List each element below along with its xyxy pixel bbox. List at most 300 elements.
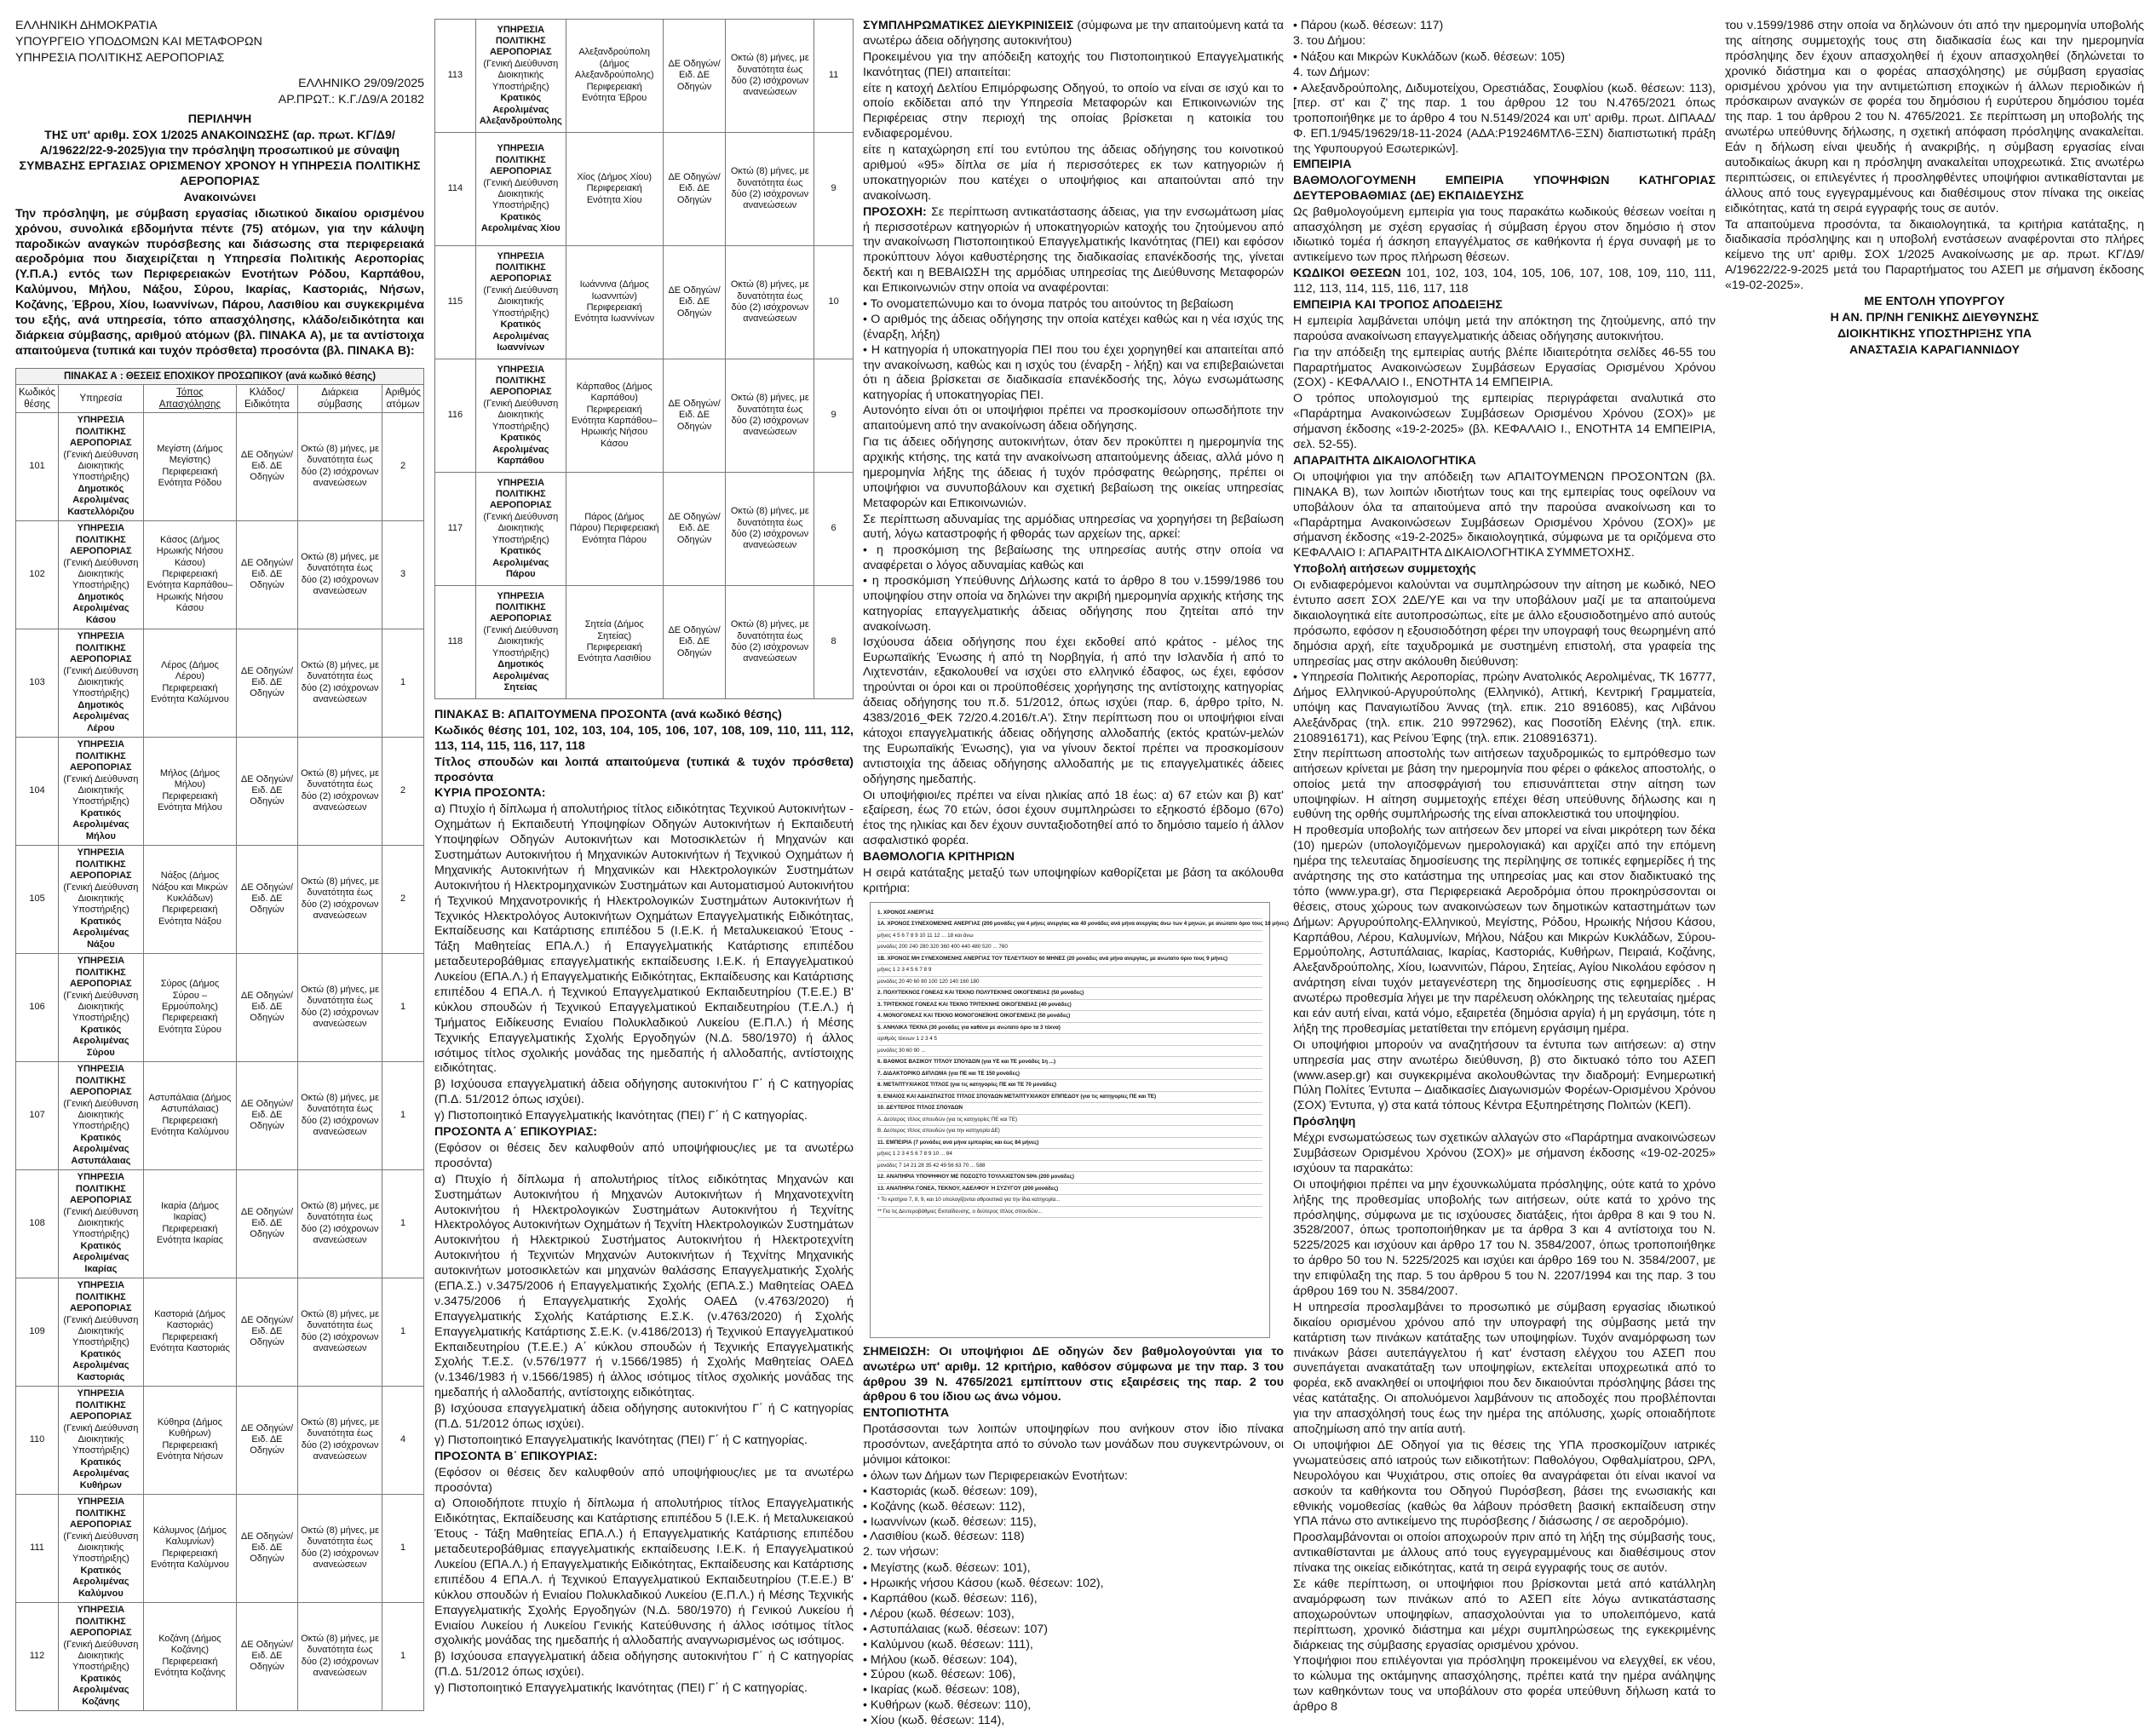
criteria-row: ** Για τις Δευτεροβάθμιες Εκπαίδευσης, ο δεύτερος τίτλος σπουδών...: [877, 1207, 1262, 1219]
summary-title: ΠΕΡΙΛΗΨΗ: [187, 112, 252, 127]
criteria-row: μονάδες 30 60 90 ...: [877, 1046, 1262, 1058]
place-of-work: Χίος (Δήμος Χίου) Περιφερειακή Ενότητα Χίου: [566, 133, 663, 246]
main-qualifications-title: ΚΥΡΙΑ ΠΡΟΣΟΝΤΑ:: [434, 786, 546, 801]
header-service: Υπηρεσία: [59, 384, 144, 412]
contract-duration: Οκτώ (8) μήνες, με δυνατότητα έως δύο (2) ισόχρονων ανανεώσεων: [297, 1061, 382, 1169]
locality-group-2-label: 2. των νήσων:: [863, 1545, 940, 1560]
locality-group-1-label: • όλων των Δήμων των Περιφερειακών Ενοτήτων:: [863, 1469, 1284, 1485]
summary-subtitle: ΤΗΣ υπ' αριθμ. ΣΟΧ 1/2025 ΑΝΑΚΟΙΝΩΣΗΣ (αρ. πρωτ. ΚΓ/Δ9/Α/19622/22-9-2025)για την πρόσληψη προσωπικού με σύναψη ΣΥΜΒΑΣΗΣ ΕΡΓΑΣΙΑΣ ΟΡΙΣΜΕΝΟΥ ΧΡΟΝΟΥ Η ΥΠΗΡΕΣΙΑ ΠΟΛΙΤΙΚΗΣ ΑΕΡΟΠΟΡΙΑΣ: [19, 129, 421, 189]
contract-duration: Οκτώ (8) μήνες, με δυνατότητα έως δύο (2) ισόχρονων ανανεώσεων: [726, 586, 814, 699]
specialty: ΔΕ Οδηγών/ Ειδ. ΔΕ Οδηγών: [237, 1386, 298, 1494]
locality-item: • Χίου (κωδ. θέσεων: 114),: [863, 1714, 1284, 1729]
criteria-row: 13. ΑΝΑΠΗΡΙΑ ΓΟΝΕΑ, ΤΕΚΝΟΥ, ΑΔΕΛΦΟΥ Ή ΣΥΖΥΓΟΥ (200 μονάδες): [877, 1184, 1262, 1196]
contract-duration: Οκτώ (8) μήνες, με δυνατότητα έως δύο (2) ισόχρονων ανανεώσεων: [297, 953, 382, 1061]
service-name: ΥΠΗΡΕΣΙΑ ΠΟΛΙΤΙΚΗΣ ΑΕΡΟΠΟΡΙΑΣ: [70, 1280, 132, 1314]
criteria-row: 6. ΒΑΘΜΟΣ ΒΑΣΙΚΟΥ ΤΙΤΛΟΥ ΣΠΟΥΔΩΝ (για ΥΕ και ΤΕ μονάδες 1η ...): [877, 1057, 1262, 1069]
service-directorate: (Γενική Διεύθυνση Διοικητικής Υποστήριξης): [63, 1206, 139, 1240]
proof-p1: Η εμπειρία λαμβάνεται υπόψη μετά την απόκτηση της ζητούμενης, από την παρούσα ανακοίνωση επαγγελματικής άδειας οδήγησης αυτοκινήτου.: [1293, 313, 1716, 343]
table-row: [435, 359, 854, 473]
service-directorate: (Γενική Διεύθυνση Διοικητικής Υποστήριξης): [483, 58, 559, 92]
issue-date: ΕΛΛΗΝΙΚΟ 29/09/2025: [298, 76, 424, 90]
service-name: ΥΠΗΡΕΣΙΑ ΠΟΛΙΤΙΚΗΣ ΑΕΡΟΠΟΡΙΑΣ: [70, 523, 132, 557]
airport-name: Δημοτικός Αερολιμένας Κάσου: [72, 591, 129, 625]
number-of-persons: 8: [814, 586, 854, 699]
service-directorate: (Γενική Διεύθυνση Διοικητικής Υποστήριξης): [63, 1422, 139, 1456]
contract-duration: Οκτώ (8) μήνες, με δυνατότητα έως δύο (2) ισόχρονων ανανεώσεων: [297, 1278, 382, 1386]
certificate-item: • Ο αριθμός της άδειας οδήγησης την οποία κατέχει καθώς και η νέα ισχύς της (έναρξη, λήξη): [863, 313, 1284, 343]
airport-name: Κρατικός Αερολιμένας Καρπάθου: [492, 433, 549, 466]
locality-item: • Καστοριάς (κωδ. θέσεων: 109),: [863, 1485, 1284, 1500]
place-of-work: Μήλος (Δήμος Μήλου) Περιφερειακή Ενότητα Μήλου: [143, 737, 236, 845]
alt-a-note: (Εφόσον οι θέσεις δεν καλυφθούν από υποψήφιους/ιες με τα ανωτέρω προσόντα): [434, 1140, 854, 1170]
service-cell: [59, 953, 144, 1061]
place-of-work: Αλεξανδρούπολη (Δήμος Αλεξανδρούπολης) Περιφερειακή Ενότητα Έβρου: [566, 20, 663, 133]
service-directorate: (Γενική Διεύθυνση Διοικητικής Υποστήριξης): [483, 398, 559, 432]
service-directorate: (Γενική Διεύθυνση Διοικητικής Υποστήριξης): [483, 624, 559, 658]
locality-list-1: [863, 1485, 1284, 1546]
locality-group-1: [863, 1469, 1284, 1485]
service-name: ΥΠΗΡΕΣΙΑ ΠΟΛΙΤΙΚΗΣ ΑΕΡΟΠΟΡΙΑΣ: [70, 739, 132, 773]
alt-a-c: γ) Πιστοποιητικό Επαγγελματικής Ικανότητας (ΠΕΙ) Γ΄ ή C κατηγορίας.: [434, 1433, 808, 1447]
fallback-item: • η προσκόμιση Υπεύθυνης Δήλωσης κατά το άρθρο 8 του ν.1599/1986 του υποψηφίου στην οποία να δηλώνει την ακριβή ημερομηνία αρχικής κτήσης της κατηγορίας επαγγελματικής άδειας οδήγησης που ζητείται από την ανακοίνωση.: [863, 574, 1284, 635]
specialty: ΔΕ Οδηγών/ Ειδ. ΔΕ Οδηγών: [237, 1494, 298, 1602]
supplementary-p8: Ισχύουσα άδεια οδήγησης που έχει εκδοθεί από κράτος - μέλος της Ευρωπαϊκής Ένωσης ή από τη Νορβηγία, ή από την Ισλανδία ή από το Λιχτενστάιν, εξακολουθεί να ισχύει στο ελληνικό έδαφος, ως έχει, εφόσον τηρούνται οι όροι και οι προϋποθέσεις χορήγησης της αντίστοιχης κατηγορίας άδειας οδήγησης του π.δ. 51/2012, όπως ισχύει (παρ. 6, άρθρο τρίτο, Ν. 4383/2016_ΦΕΚ 72/20.4.2016/τ.Α'). Στην περίπτωση που οι υποψήφιοι είναι κάτοχοι επαγγελματικής άδειας οδήγησης αλλοδαπής (εκτός κρατών-μελών της Ευρωπαϊκής Ένωσης), για να γίνουν δεκτοί πρέπει να προσκομίσουν αντιστοιχία της άδειας οδήγησης αλλοδαπής με τις επαγγελματικές άδειες οδήγησης ημεδαπής.: [863, 635, 1284, 786]
service-name: ΥΠΗΡΕΣΙΑ ΠΟΛΙΤΙΚΗΣ ΑΕΡΟΠΟΡΙΑΣ: [489, 143, 552, 177]
number-of-persons: 9: [814, 359, 854, 473]
header-duration: Διάρκεια σύμβασης: [297, 384, 382, 412]
municipality-1-label: 3. του Δήμου:: [1293, 33, 1366, 48]
number-of-persons: 2: [382, 845, 424, 953]
specialty: ΔΕ Οδηγών/ Ειδ. ΔΕ Οδηγών: [237, 412, 298, 520]
table-b: [434, 708, 854, 1697]
submission-address-item: • Υπηρεσία Πολιτικής Αεροπορίας, πρώην Ανατολικός Αερολιμένας, ΤΚ 16777, Δήμος Ελληνικού-Αργυρούπολης (Ελληνικό), Αττική, Κεντρική Γραμματεία, υπόψη κας Παναγιωτίδου Άννας (τηλ. επικ. 210 8916085), κας Λιβάνου Αλεξάνδρας (τηλ. επικ. 210 9972962), κας Ποσοτίδη Ελένης (τηλ. επικ. 2108916171), κας Ρείνου Έφης (τηλ. επικ. 2108916371).: [1293, 670, 1716, 746]
place-of-work: Νάξος (Δήμος Νάξου και Μικρών Κυκλάδων) Περιφερειακή Ενότητα Νάξου: [143, 845, 236, 953]
number-of-persons: 9: [814, 133, 854, 246]
number-of-persons: 1: [382, 1602, 424, 1710]
criteria-row: 11. ΕΜΠΕΙΡΙΑ (7 μονάδες ανά μήνα εμπειρίας και έως 84 μήνες): [877, 1138, 1262, 1150]
criteria-intro: Η σειρά κατάταξης μεταξύ των υποψηφίων καθορίζεται με βάση τα ακόλουθα κριτήρια:: [863, 865, 1284, 895]
criteria-scoring-table-image: [870, 902, 1289, 1338]
criteria-title: ΒΑΘΜΟΛΟΓΙΑ ΚΡΙΤΗΡΙΩΝ: [863, 850, 1015, 864]
position-code: 114: [435, 133, 476, 246]
hiring-title: Πρόσληψη: [1293, 1115, 1356, 1129]
airport-name: Κρατικός Αερολιμένας Αστυπάλαιας: [71, 1132, 131, 1166]
service-name: ΥΠΗΡΕΣΙΑ ΠΟΛΙΤΙΚΗΣ ΑΕΡΟΠΟΡΙΑΣ: [489, 477, 552, 511]
attention-text: Σε περίπτωση αντικατάστασης άδειας, για την ενσωμάτωση μίας ή περισσοτέρων κατηγοριών ή υποκατηγοριών κατοχής του ζητούμενου από την ανακοίνωση Πιστοποιητικού Επαγγελματικής Ικανότητας (ΠΕΙ) και εφόσον προκύπτουν λόγοι καθυστέρησης της διαδικασίας επανέκδοσής της, γίνεται δεκτή και η ΒΕΒΑΙΩΣΗ της αρμόδιας υπηρεσίας της Διεύθυνσης Μεταφορών και Επικοινωνιών στην οποία να αναφέρονται:: [863, 204, 1284, 296]
airport-name: Δημοτικός Αερολιμένας Λέρου: [72, 699, 129, 733]
submission-p1: Οι ενδιαφερόμενοι καλούνται να συμπληρώσουν την αίτηση με κωδικό, ΝΕΟ έντυπο ασεπ ΣΟΧ 2ΔΕ/ΥΕ και να την υποβάλουν μαζί με τα απαιτούμενα δικαιολογητικά είτε αυτοπροσώπως, είτε με άλλο εξουσιοδοτημένο από αυτούς πρόσωπο, εφόσον η εξουσιοδότηση φέρει την υπογραφή τους θεωρημένη από δημόσια αρχή, είτε ταχυδρομικά με συστημένη επιστολή, στα γραφεία της υπηρεσίας μας στην ακόλουθη διεύθυνση:: [1293, 578, 1716, 669]
alt-a-a: α) Πτυχίο ή δίπλωμα ή απολυτήριος τίτλος ειδικότητας Μηχανών και Συστημάτων Αυτοκινήτου ή Μηχανών Αυτοκινήτων ή Μηχανοτεχνίτη Αυτοκινήτου ή Ηλεκτρολογικών Συστημάτων Αυτοκινήτου ή Τεχνίτης Ηλεκτρολόγος Αυτοκινήτων Οχημάτων ή Τεχνίτη Ηλεκτρολογικών Συστημάτων Αυτοκινήτου ή Ηλεκτρικού Συστήματος Αυτοκινήτου ή Ηλεκτροτεχνίτη Αυτοκινήτου ή Τεχνιτών Μηχανών Αυτοκινήτων ή Τεχνίτης Μηχανικής αυτοκινήτων μοτοσικλετών και μηχανών θαλάσσης Επαγγελματικής Σχολής (ΕΠΑ.Σ.) ν.3475/2006 ή Επαγγελματικής Σχολής (ΕΠΑ.Σ.) Μαθητείας ΟΑΕΔ ν.3475/2006 ή Επαγγελματικής Σχολής ΟΑΕΔ (ν.4763/2020) ή Επαγγελματικής Σχολής Κατάρτισης Ε.Σ.Κ. (ν.4763/2020) ή Σχολής Επαγγελματικής Κατάρτισης Σ.Ε.Κ. (ν.4186/2013) ή Τεχνικού Επαγγελματικού Εκπαιδευτηρίου (Τ.Ε.Ε.) Α΄ κύκλου σπουδών ή Τεχνικής Επαγγελματικής Σχολής Τ.Ε.Σ. (ν.576/1977 ή ν.1566/1985) ή Σχολής Μαθητείας ΟΑΕΔ (ν.1346/1983 ή ν.1566/1985) ή άλλος ισότιμος τίτλος σχολικής μονάδας της ημεδαπής ή αλλοδαπής, αντίστοιχης ειδικότητας.: [434, 1172, 854, 1400]
column-5: [1725, 19, 2144, 1688]
supplementary-p6: Για τις άδειες οδήγησης αυτοκινήτων, όταν δεν προκύπτει η ημερομηνία της αρχικής κτήσης, της κατά την ανακοίνωση απαιτούμενης άδειας, αλλά μόνο η ημερομηνία λήξης της άδειας ή τυχόν πρόσφατης θεώρησης, πρέπει οι υποψήφιοι να συνυποβάλουν και σχετική βεβαίωση της οικείας υπηρεσίας Μεταφορών και Επικοινωνιών.: [863, 435, 1284, 510]
specialty: ΔΕ Οδηγών/ Ειδ. ΔΕ Οδηγών: [237, 845, 298, 953]
service-name: ΥΠΗΡΕΣΙΑ ΠΟΛΙΤΙΚΗΣ ΑΕΡΟΠΟΡΙΑΣ: [70, 1064, 132, 1098]
locality-item: • Λέρου (κωδ. θέσεων: 103),: [863, 1607, 1284, 1623]
position-code: 104: [16, 737, 59, 845]
criteria-row: 1. ΧΡΟΝΟΣ ΑΝΕΡΓΙΑΣ: [877, 908, 1262, 920]
hiring-p1: Μέχρι ενσωματώσεως των σχετικών αλλαγών στο «Παράρτημα ανακοινώσεων Συμβάσεων Ορισμένου Χρόνου (ΣΟΧ)» με σήμανση έκδοσης «19-02-2025» ισχύουν τα παρακάτω:: [1293, 1131, 1716, 1175]
contract-duration: Οκτώ (8) μήνες, με δυνατότητα έως δύο (2) ισόχρονων ανανεώσεων: [726, 473, 814, 586]
experience-codes-title: ΚΩΔΙΚΟΙ ΘΕΣΕΩΝ: [1293, 267, 1401, 281]
column-4: [1293, 19, 1716, 1715]
service-directorate: (Γενική Διεύθυνση Διοικητικής Υποστήριξης): [63, 882, 139, 916]
proof-title: ΕΜΠΕΙΡΙΑ ΚΑΙ ΤΡΟΠΟΣ ΑΠΟΔΕΙΞΗΣ: [1293, 298, 1503, 313]
criteria-row: 1Α. ΧΡΟΝΟΣ ΣΥΝΕΧΟΜΕΝΗΣ ΑΝΕΡΓΙΑΣ (200 μονάδες για 4 μήνες ανεργίας και 40 μονάδες ανά μήνα ανεργίας άνω των 4 μηνών, με ανώτατο όριο τους 18 μήνες): [877, 919, 1262, 931]
airport-name: Κρατικός Αερολιμένας Ιωαννίνων: [492, 319, 549, 353]
specialty: ΔΕ Οδηγών/ Ειδ. ΔΕ Οδηγών: [663, 473, 726, 586]
signature-name: ΑΝΑΣΤΑΣΙΑ ΚΑΡΑΓΙΑΝΝΙΔΟΥ: [1849, 342, 2020, 357]
alt-b-c: γ) Πιστοποιητικό Επαγγελματικής Ικανότητας (ΠΕΙ) Γ΄ ή C κατηγορίας.: [434, 1681, 808, 1696]
service-directorate: (Γενική Διεύθυνση Διοικητικής Υποστήριξης): [63, 1314, 139, 1348]
contract-duration: Οκτώ (8) μήνες, με δυνατότητα έως δύο (2) ισόχρονων ανανεώσεων: [297, 1602, 382, 1710]
supplementary-p1: Προκειμένου για την απόδειξη κατοχής του Πιστοποιητικού Επαγγελματικής Ικανότητας (ΠΕΙ) απαιτείται:: [863, 49, 1284, 79]
airport-name: Δημοτικός Αερολιμένας Καστελλόριζου: [67, 483, 135, 517]
airport-name: Κρατικός Αερολιμένας Νάξου: [72, 916, 129, 950]
table-row: [16, 1602, 424, 1710]
position-code: 107: [16, 1061, 59, 1169]
number-of-persons: 1: [382, 1278, 424, 1386]
locality-item: • Νάξου και Μικρών Κυκλάδων (κωδ. θέσεων: 105): [1293, 50, 1716, 66]
position-code: 106: [16, 953, 59, 1061]
service-name: ΥΠΗΡΕΣΙΑ ΠΟΛΙΤΙΚΗΣ ΑΕΡΟΠΟΡΙΑΣ: [489, 590, 552, 624]
contract-duration: Οκτώ (8) μήνες, με δυνατότητα έως δύο (2) ισόχρονων ανανεώσεων: [726, 359, 814, 473]
service-name: ΥΠΗΡΕΣΙΑ ΠΟΛΙΤΙΚΗΣ ΑΕΡΟΠΟΡΙΑΣ: [70, 1605, 132, 1639]
header-specialty: Κλάδος/ Ειδικότητα: [237, 384, 298, 412]
locality-item: • Πάρου (κωδ. θέσεων: 117): [1293, 19, 1716, 34]
submission-p3: Η προθεσμία υποβολής των αιτήσεων δεν μπορεί να είναι μικρότερη των δέκα (10) ημερών (υπολογιζόμενων ημερολογιακά) και αρχίζει από την επόμενη ημέρα της τελευταίας δημοσίευσης της περίληψης σε τοπικές εφημερίδες ή της ανάρτησης της στο κατάστημα της υπηρεσίας μας και στον διαδικτυακό της τόπο (www.ypa.gr), στα Περιφερειακά Αεροδρόμια όπου προκηρύσσονται οι θέσεις, στους χώρους των ανακοινώσεων των δημοτικών καταστημάτων των Δήμων: Αργυρούπολης-Ελληνικού, Μεγίστης, Ρόδου, Ηρωικής Νήσου Κάσου, Καρπάθου, Λέρου, Καλυμνίων, Μήλου, Νάξου και Μικρών Κυκλάδων, Σύρου-Ερμούπολης, Αστυπάλαιας, Ικαρίας, Καστοριάς, Κυθήρων, Πειραιά, Κοζάνης, Αλεξανδρούπολης, Χίου, Ιωαννιτών, Πάρου, Σητείας, Αγίου Νικολάου εφόσον η ανάρτηση είναι τυχόν μεταγενέστερη της δημοσίευσης στις εφημερίδες . Η ανωτέρω προθεσμία λήγει με την παρέλευση ολόκληρης της τελευταίας ημέρας και εάν αυτή είναι, κατά νόμο, εξαιρετέα (δημόσια αργία) ή μη εργάσιμη, τότε η λήξη της προθεσμίας μετατίθεται την επόμενη εργάσιμη ημέρα.: [1293, 824, 1716, 1036]
contract-duration: Οκτώ (8) μήνες, με δυνατότητα έως δύο (2) ισόχρονων ανανεώσεων: [297, 1494, 382, 1602]
service-directorate: (Γενική Διεύθυνση Διοικητικής Υποστήριξης): [483, 511, 559, 545]
submission-p2: Στην περίπτωση αποστολής των αιτήσεων ταχυδρομικώς το εμπρόθεσμο των αιτήσεων κρίνεται με βάση την ημερομηνία που φέρει ο φάκελος αποστολής, ο οποίος μετά την αποσφράγισή του επισυνάπτεται στην αίτηση των υποψηφίων. Η αίτηση συμμετοχής επέχει θέση υπεύθυνης δήλωσης και η ευθύνη της ορθής συμπλήρωσής της είναι αποκλειστικά του υποψηφίου.: [1293, 746, 1716, 822]
main-qualification-a: α) Πτυχίο ή δίπλωμα ή απολυτήριος τίτλος ειδικότητας Τεχνικού Αυτοκινήτων - Οχημάτων ή Εκπαιδευτή Υποψηφίων Οδηγών Αυτοκινήτων ή Εκπαιδευτή Υποψηφίων Οδηγών Αυτοκινήτων και Μοτοσικλετών ή Μηχανών και Συστημάτων Αυτοκινήτου ή Μηχανικών Αυτοκινήτων ή Τεχνικού Οχημάτων ή Μηχανικής Αυτοκινήτων ή Μηχανικών και Ηλεκτρολογικών Συστημάτων Αυτοκινήτου ή Ηλεκτρομηχανικών Συστημάτων και Αυτοματισμού Αυτοκινήτου ή Τεχνικού Μηχανοτρονικής ή Ηλεκτρολογικών Συστημάτων Αυτοκινήτων ή Τεχνικός Ηλεκτρολόγος Αυτοκινήτων Οχημάτων Επαγγελματικής Ειδικότητας, Εκπαίδευσης και Κατάρτισης επιπέδου 5 (Ι.Ε.Κ. ή Μεταλυκειακού Έτους - Τάξη Μαθητείας ΕΠΑ.Λ.) ή Επαγγελματικής Κατάρτισης επιπέδου μεταδευτεροβάθμιας επαγγελματικής εκπαίδευσης Ι.Ε.Κ. ή Επαγγελματικού Λυκείου (ΕΠΑ.Λ.) ή Επαγγελματικής Ειδικότητας, Εκπαίδευσης και Κατάρτισης επιπέδου 4 ΕΠΑ.Λ. ή Τεχνικού Επαγγελματικού Εκπαιδευτηρίου (Τ.Ε.Ε.) Β' κύκλου σπουδών ή Τεχνικού Επαγγελματικού Εκπαιδευτηρίου (Τ.Ε.Λ.) ή Τμήματος Ειδίκευσης Ενιαίου Πολυκλαδικού Λυκείου (Ε.Π.Λ.) ή Μέσης Τεχνικής Επαγγελματικής Σχολής Εργοδηγών (Ν.Δ. 580/1970) ή άλλος ισότιμος τίτλος σχολικής μονάδας της ημεδαπής ή αλλοδαπής, αντίστοιχης ειδικότητας.: [434, 802, 854, 1076]
service-cell: [59, 520, 144, 629]
service-directorate: (Γενική Διεύθυνση Διοικητικής Υποστήριξης): [63, 773, 139, 807]
locality-item: • Κυθήρων (κωδ. θέσεων: 110),: [863, 1698, 1284, 1714]
table-row: [435, 586, 854, 699]
airport-name: Κρατικός Αερολιμένας Ικαρίας: [72, 1240, 129, 1274]
table-row: [16, 1061, 424, 1169]
table-row: [16, 520, 424, 629]
header-count: Αριθμός ατόμων: [382, 384, 424, 412]
supplementary-p7: Σε περίπτωση αδυναμίας της αρμόδιας υπηρεσίας να χορηγήσει τη βεβαίωση αυτή, λόγω καταστροφής ή φθοράς των αρχείων της, αρκεί:: [863, 512, 1284, 542]
criteria-row: Β. Δεύτερος τίτλος σπουδών (για την κατηγορία ΔΕ): [877, 1126, 1262, 1138]
positions-table-part-2: [434, 19, 854, 699]
service-directorate: (Γενική Διεύθυνση Διοικητικής Υποστήριξης): [63, 990, 139, 1024]
alt-b-title: ΠΡΟΣΟΝΤΑ Β΄ ΕΠΙΚΟΥΡΙΑΣ:: [434, 1449, 598, 1463]
column-1: [15, 19, 424, 1707]
municipality-2-list: [1293, 82, 1716, 158]
service-name: ΥΠΗΡΕΣΙΑ ΠΟΛΙΤΙΚΗΣ ΑΕΡΟΠΟΡΙΑΣ: [70, 956, 132, 990]
table-row: [16, 737, 424, 845]
criteria-row: αριθμός τέκνων 1 2 3 4 5: [877, 1034, 1262, 1046]
number-of-persons: 3: [382, 520, 424, 629]
contract-duration: Οκτώ (8) μήνες, με δυνατότητα έως δύο (2) ισόχρονων ανανεώσεων: [297, 629, 382, 737]
proof-p3: Ο τρόπος υπολογισμού της εμπειρίας περιγράφεται αναλυτικά στο «Παράρτημα Ανακοινώσεων Συμβάσεων Ορισμένου Χρόνου (ΣΟΧ)» με σήμανση έκδοσης «19-2-2025» (βλ. ΚΕΦΑΛΑΙΟ Ι., ΕΝΟΤΗΤΑ 14 ΕΜΠΕΙΡΙΑ, σελ. 52-55).: [1293, 392, 1716, 452]
table-row: [16, 1494, 424, 1602]
required-docs-text: Οι υποψήφιοι για την απόδειξη των ΑΠΑΙΤΟΥΜΕΝΩΝ ΠΡΟΣΟΝΤΩΝ (βλ. ΠΙΝΑΚΑ Β), των λοιπών ιδιοτήτων τους και της εμπειρίας τους οφείλουν να υποβάλουν όλα τα απαιτούμενα από την παρούσα ανακοίνωση και το «Παράρτημα Ανακοινώσεων Συμβάσεων Ορισμένου Χρόνου (ΣΟΧ)» με σήμανση έκδοσης «19-2-2025» δικαιολογητικά, σύμφωνα με τα οριζόμενα στο ΚΕΦΑΛΑΙΟ Ι: ΑΠΑΡΑΙΤΗΤΑ ΔΙΚΑΙΟΛΟΓΗΤΙΚΑ ΣΥΜΜΕΤΟΧΗΣ.: [1293, 469, 1716, 560]
contract-duration: Οκτώ (8) μήνες, με δυνατότητα έως δύο (2) ισόχρονων ανανεώσεων: [726, 20, 814, 133]
table-row: [16, 1278, 424, 1386]
table-a-header-row: [16, 384, 424, 412]
position-code: 118: [435, 586, 476, 699]
hiring-p7: Υποψήφιοι που επιλέγονται για πρόσληψη προκειμένου να ελεγχθεί, εκ νέου, το κώλυμα της οκτάμηνης απασχόλησης, πρέπει κατά την ημέρα ανάληψης των καθηκόντων τους να υποβάλουν στο φορέα υπεύθυνη δήλωση κατά το άρθρο 8: [1293, 1654, 1716, 1715]
service-cell: [475, 20, 566, 133]
service-name: ΥΠΗΡΕΣΙΑ ΠΟΛΙΤΙΚΗΣ ΑΕΡΟΠΟΡΙΑΣ: [70, 631, 132, 665]
airport-name: Κρατικός Αερολιμένας Σύρου: [72, 1024, 129, 1058]
service-cell: [59, 737, 144, 845]
service-cell: [475, 246, 566, 359]
alt-a-b: β) Ισχύουσα επαγγελματική άδεια οδήγησης αυτοκινήτου Γ΄ ή C κατηγορίας (Π.Δ. 51/2012 όπως ισχύει).: [434, 1402, 854, 1431]
table-a-caption: ΠΙΝΑΚΑΣ Α : ΘΕΣΕΙΣ ΕΠΟΧΙΚΟΥ ΠΡΟΣΩΠΙΚΟΥ (ανά κωδικό θέσης): [16, 368, 424, 384]
required-docs-title: ΑΠΑΡΑΙΤΗΤΑ ΔΙΚΑΙΟΛΟΓΗΤΙΚΑ: [1293, 453, 1476, 468]
positions-table-part-1: [15, 368, 424, 1711]
service-cell: [59, 1386, 144, 1494]
header-place: Τόπος Απασχόλησης: [143, 384, 236, 412]
criteria-row: μήνες 1 2 3 4 5 6 7 8 9: [877, 965, 1262, 977]
signature-title-1: Η ΑΝ. ΠΡ/ΝΗ ΓΕΝΙΚΗΣ ΔΙΕΥΘΥΝΣΗΣ: [1830, 310, 2039, 325]
table-b-degree: Τίτλος σπουδών και λοιπά απαιτούμενα (τυπικά & τυχόν πρόσθετα) προσόντα: [434, 755, 854, 784]
position-code: 113: [435, 20, 476, 133]
specialty: ΔΕ Οδηγών/ Ειδ. ΔΕ Οδηγών: [237, 953, 298, 1061]
summary-intro: Την πρόσληψη, με σύμβαση εργασίας ιδιωτικού δικαίου ορισμένου χρόνου, συνολικά εβδομήντα πέντε (75) ατόμων, για την κάλυψη παροδικών αναγκών πυρόσβεσης και διάσωσης στα περιφερειακά αεροδρόμια που διαχειρίζεται η Υπηρεσία Πολιτικής Αεροπορίας (Υ.Π.Α.) εντός των Περιφερειακών Ενοτήτων Ρόδου, Καρπάθου, Καλύμνου, Μήλου, Νάξου, Σύρου, Ικαρίας, Καστοριάς, Νήσων, Κοζάνης, Έβρου, Χίου, Ιωαννίνων, Πάρου, Λασιθίου και συγκεκριμένα του εξής, ανά υπηρεσία, τόπο απασχόλησης, κλάδο/ειδικότητα και διάρκεια σύμβασης, αριθμού ατόμων (βλ. ΠΙΝΑΚΑ Α), με τα αντίστοιχα απαιτούμενα (τυπικά και τυχόν πρόσθετα) προσόντα (βλ. ΠΙΝΑΚΑ Β):: [15, 206, 424, 358]
airport-name: Δημοτικός Αερολιμένας Σητείας: [492, 659, 549, 692]
locality-item: • Ηρωικής νήσου Κάσου (κωδ. θέσεων: 102),: [863, 1577, 1284, 1592]
contract-duration: Οκτώ (8) μήνες, με δυνατότητα έως δύο (2) ισόχρονων ανανεώσεων: [297, 737, 382, 845]
number-of-persons: 10: [814, 246, 854, 359]
specialty: ΔΕ Οδηγών/ Ειδ. ΔΕ Οδηγών: [663, 133, 726, 246]
position-code: 109: [16, 1278, 59, 1386]
criteria-row: Α. Δεύτερος τίτλος σπουδών (για τις κατηγορίες ΠΕ και ΤΕ): [877, 1115, 1262, 1127]
header-code: Κωδικός θέσης: [16, 384, 59, 412]
specialty: ΔΕ Οδηγών/ Ειδ. ΔΕ Οδηγών: [663, 586, 726, 699]
service-directorate: (Γενική Διεύθυνση Διοικητικής Υποστήριξης): [63, 1098, 139, 1132]
alt-b-note: (Εφόσον οι θέσεις δεν καλυφθούν από υποψήφιους/ιες με τα ανωτέρω προσόντα): [434, 1465, 854, 1495]
column-2: [434, 19, 854, 1696]
table-row: [16, 1169, 424, 1278]
criteria-row: * Το κριτήριο 7, 8, 9, και 10 υπολογίζονται αθροιστικά για την ίδια κατηγορία...: [877, 1195, 1262, 1207]
table-row: [435, 20, 854, 133]
supplementary-p9: Οι υποψήφιοι/ες πρέπει να είναι ηλικίας από 18 έως: α) 67 ετών και β) κατ' εξαίρεση, έως 70 ετών, όσοι έχουν συμπληρώσει το εξηκοστό έβδομο (67ο) έτος της ηλικίας και δεν έχουν συνταξιοδοτηθεί από το δημόσιο ταμείο ή άλλον ασφαλιστικό φορέα.: [863, 788, 1284, 848]
locality-item: • Κοζάνης (κωδ. θέσεων: 112),: [863, 1500, 1284, 1515]
service-directorate: (Γενική Διεύθυνση Διοικητικής Υποστήριξης): [63, 665, 139, 699]
announces-label: Ανακοινώνει: [183, 190, 256, 204]
locality-item: • Καλύμνου (κωδ. θέσεων: 111),: [863, 1638, 1284, 1653]
table-b-codes: Κωδικός θέσης 101, 102, 103, 104, 105, 106, 107, 108, 109, 110, 111, 112, 113, 114, 115, 116, 117, 118: [434, 723, 854, 753]
airport-name: Κρατικός Αερολιμένας Κοζάνης: [72, 1673, 129, 1707]
locality-item: • Ιωαννίνων (κωδ. θέσεων: 115),: [863, 1515, 1284, 1531]
municipality-1-list: [1293, 50, 1716, 66]
supplementary-p2: είτε η κατοχή Δελτίου Επιμόρφωσης Οδηγού, το οποίο να είναι σε ισχύ και το οποίο εκδίδεται από την Υπηρεσία Μεταφορών και Επικοινωνιών της Περιφέρειας στην περιοχή της οποίας βρίσκεται η κατοικία του ενδιαφερομένου.: [863, 81, 1284, 141]
service-directorate: (Γενική Διεύθυνση Διοικητικής Υποστήριξης): [63, 449, 139, 483]
contract-duration: Οκτώ (8) μήνες, με δυνατότητα έως δύο (2) ισόχρονων ανανεώσεων: [297, 1386, 382, 1494]
position-code: 116: [435, 359, 476, 473]
airport-name: Κρατικός Αερολιμένας Καστοριάς: [72, 1348, 129, 1382]
fallback-item: • η προσκόμιση της βεβαίωσης της υπηρεσίας αυτής στην οποία να αναφέρεται ο λόγος αδυναμίας καθώς και: [863, 543, 1284, 574]
locality-item: • Αστυπάλαιας (κωδ. θέσεων: 107): [863, 1623, 1284, 1638]
place-of-work: Κάλυμνος (Δήμος Καλυμνίων) Περιφερειακή Ενότητα Καλύμνου: [143, 1494, 236, 1602]
criteria-row: 1Β. ΧΡΟΝΟΣ ΜΗ ΣΥΝΕΧΟΜΕΝΗΣ ΑΝΕΡΓΙΑΣ ΤΟΥ ΤΕΛΕΥΤΑΙΟΥ 60 ΜΗΝΕΣ (20 μονάδες ανά μήνα ανεργίας, με ανώτατο όριο τους 9 μήνες): [877, 954, 1262, 966]
place-of-work: Κύθηρα (Δήμος Κυθήρων) Περιφερειακή Ενότητα Νήσων: [143, 1386, 236, 1494]
specialty: ΔΕ Οδηγών/ Ειδ. ΔΕ Οδηγών: [237, 1169, 298, 1278]
main-qualification-b: β) Ισχύουσα επαγγελματική άδεια οδήγησης αυτοκινήτου Γ΄ ή C κατηγορίας (Π.Δ. 51/2012 όπως ισχύει).: [434, 1077, 854, 1107]
alt-b-b: β) Ισχύουσα επαγγελματική άδεια οδήγησης αυτοκινήτου Γ΄ ή C κατηγορίας (Π.Δ. 51/2012 όπως ισχύει).: [434, 1650, 854, 1680]
hiring-p4: Οι υποψήφιοι ΔΕ Οδηγοί για τις θέσεις της ΥΠΑ προσκομίζουν ιατρικές γνωματεύσεις από ιατρούς των ειδικοτήτων: Παθολόγου, Οφθαλμίατρου, ΩΡΛ, Νευρολόγου και Ψυχιάτρου, στις οποίες θα αναγράφεται ότι είναι ικανοί να ασκούν τα καθήκοντα του Οδηγού Πυρόσβεση, βάσει της ενωσιακής και εθνικής νομοθεσίας (καθώς θα λάβουν πρόσθετη βασική εκπαίδευση στην ΥΠΑ πάνω στο αντικείμενο της πυρόσβεσης / διάσωσης / σε αεροδρόμιο).: [1293, 1438, 1716, 1529]
service-cell: [59, 629, 144, 737]
place-of-work: Σύρος (Δήμος Σύρου – Ερμούπολης) Περιφερειακή Ενότητα Σύρου: [143, 953, 236, 1061]
criteria-row: 2. ΠΟΛΥΤΕΚΝΟΣ ΓΟΝΕΑΣ ΚΑΙ ΤΕΚΝΟ ΠΟΛΥΤΕΚΝΗΣ ΟΙΚΟΓΕΝΕΙΑΣ (50 μονάδες): [877, 988, 1262, 1000]
hiring-p5: Προσλαμβάνονται οι οποίοι αποχωρούν πριν από τη λήξη της σύμβασής τους, αντικαθίστανται με άλλους από τους εγγεγραμμένους και διαθέσιμους στον πίνακα της οικείας ειδικότητας, κατά τη σειρά εγγραφής τους σε αυτόν.: [1293, 1531, 1716, 1576]
locality-item: • Μεγίστης (κωδ. θέσεων: 101),: [863, 1561, 1284, 1577]
service-cell: [475, 359, 566, 473]
issuer-line-2: ΥΠΟΥΡΓΕΙΟ ΥΠΟΔΟΜΩΝ ΚΑΙ ΜΕΤΑΦΟΡΩΝ: [15, 34, 262, 49]
supplementary-p3: είτε η καταχώρηση επί του εντύπου της άδειας οδήγησης του κοινοτικού αριθμού «95» δίπλα σε μία ή περισσότερες εκ των κατηγοριών ή υποκατηγοριών που κατέχει ο υποψήφιος και απαιτούνται από την ανακοίνωση.: [863, 143, 1284, 203]
position-code: 115: [435, 246, 476, 359]
criteria-row: 12. ΑΝΑΠΗΡΙΑ ΥΠΟΨΗΦΙΟΥ ΜΕ ΠΟΣΟΣΤΟ ΤΟΥΛΑΧΙΣΤΟΝ 50% (200 μονάδες): [877, 1172, 1262, 1184]
supplementary-title: ΣΥΜΠΛΗΡΩΜΑΤΙΚΕΣ ΔΙΕΥΚΡΙΝΙΣΕΙΣ: [863, 19, 1074, 32]
column-3: [863, 19, 1289, 1728]
criteria-row: 7. ΔΙΔΑΚΤΟΡΙΚΟ ΔΙΠΛΩΜΑ (για ΠΕ και ΤΕ 150 μονάδες): [877, 1069, 1262, 1081]
place-of-work: Σητεία (Δήμος Σητείας) Περιφερειακή Ενότητα Λασιθίου: [566, 586, 663, 699]
airport-name: Κρατικός Αερολιμένας Κυθήρων: [72, 1456, 129, 1491]
service-cell: [59, 1602, 144, 1710]
position-code: 105: [16, 845, 59, 953]
number-of-persons: 6: [814, 473, 854, 586]
criteria-row: 5. ΑΝΗΛΙΚΑ ΤΕΚΝΑ (30 μονάδες για καθένα με ανώτατο όριο τα 3 τέκνα): [877, 1023, 1262, 1035]
service-cell: [475, 473, 566, 586]
airport-name: Κρατικός Αερολιμένας Μήλου: [72, 807, 129, 842]
specialty: ΔΕ Οδηγών/ Ειδ. ΔΕ Οδηγών: [663, 359, 726, 473]
specialty: ΔΕ Οδηγών/ Ειδ. ΔΕ Οδηγών: [237, 520, 298, 629]
table-row: [435, 246, 854, 359]
hiring-p6: Σε κάθε περίπτωση, οι υποψήφιοι που βρίσκονται μετά από κατάλληλη αναμόρφωση των πινάκων από το ΑΣΕΠ είτε λόγω αντικατάστασης αποχωρούντων υποψηφίων, απασχολούνται για το υπολειπόμενο, κατά περίπτωση, χρονικό διάστημα και μέχρι συμπληρώσεως της εγκεκριμένης διάρκειας της σύμβασης εργασίας ορισμένου χρόνου.: [1293, 1577, 1716, 1652]
specialty: ΔΕ Οδηγών/ Ειδ. ΔΕ Οδηγών: [237, 1602, 298, 1710]
submission-p4: Οι υποψήφιοι μπορούν να αναζητήσουν τα έντυπα των αιτήσεων: α) στην υπηρεσία μας στην ανωτέρω διεύθυνση, β) στο δικτυακό τόπο του ΑΣΕΠ (www.asep.gr) και συγκεκριμένα ακολουθώντας την διαδρομή: Ενημερωτική Πύλη Πολίτες Έντυπα – Διαδικασίες Διαγωνισμών Φορέων-Ορισμένου Χρόνου (ΣΟΧ) Έντυπα, γ) στα κατά τόπους Κέντρα Εξυπηρέτησης Πολιτών (ΚΕΠ).: [1293, 1037, 1716, 1113]
table-row: [435, 133, 854, 246]
service-directorate: (Γενική Διεύθυνση Διοικητικής Υποστήριξης): [63, 1531, 139, 1565]
service-name: ΥΠΗΡΕΣΙΑ ΠΟΛΙΤΙΚΗΣ ΑΕΡΟΠΟΡΙΑΣ: [70, 1172, 132, 1206]
position-code: 103: [16, 629, 59, 737]
criteria-row: 3. ΤΡΙΤΕΚΝΟΣ ΓΟΝΕΑΣ ΚΑΙ ΤΕΚΝΟ ΤΡΙΤΕΚΝΗΣ ΟΙΚΟΓΕΝΕΙΑΣ (40 μονάδες): [877, 1000, 1262, 1012]
number-of-persons: 1: [382, 953, 424, 1061]
service-directorate: (Γενική Διεύθυνση Διοικητικής Υποστήριξης): [483, 177, 559, 211]
place-of-work: Λέρος (Δήμος Λέρου) Περιφερειακή Ενότητα Καλύμνου: [143, 629, 236, 737]
contract-duration: Οκτώ (8) μήνες, με δυνατότητα έως δύο (2) ισόχρονων ανανεώσεων: [726, 133, 814, 246]
place-of-work: Κάρπαθος (Δήμος Καρπάθου) Περιφερειακή Ενότητα Καρπάθου–Ηρωικής Νήσου Κάσου: [566, 359, 663, 473]
table-b-title: ΠΙΝΑΚΑΣ Β: ΑΠΑΙΤΟΥΜΕΝΑ ΠΡΟΣΟΝΤΑ (ανά κωδικό θέσης): [434, 708, 782, 721]
criteria-row: μήνες 4 5 6 7 8 9 10 11 12 ... 18 και άνω: [877, 931, 1262, 943]
table-row: [16, 845, 424, 953]
table-row: [16, 412, 424, 520]
locality-item: • Μήλου (κωδ. θέσεων: 104),: [863, 1653, 1284, 1669]
number-of-persons: 1: [382, 1169, 424, 1278]
position-code: 117: [435, 473, 476, 586]
number-of-persons: 11: [814, 20, 854, 133]
supplementary-title-note: (σύμφωνα με την απαιτούμενη κατά τα ανωτέρω άδεια οδήγησης αυτοκινήτου): [863, 19, 1285, 48]
place-of-work: Μεγίστη (Δήμος Μεγίστης) Περιφερειακή Ενότητα Ρόδου: [143, 412, 236, 520]
table-a-body-2: [435, 20, 854, 699]
locality-list-2: [863, 1561, 1284, 1729]
service-directorate: (Γενική Διεύθυνση Διοικητικής Υποστήριξης): [483, 284, 559, 319]
table-a-body-1: [16, 412, 424, 1710]
experience-text: Ως βαθμολογούμενη εμπειρία για τους παρακάτω κωδικούς θέσεων νοείται η απασχόληση με σχέση εργασίας ή σύμβαση έργου στον δημόσιο ή στον ιδιωτικό τομέα ή άσκηση επαγγέλματος σε καθήκοντα ή έργα συναφή με το αντικείμενο των προς πλήρωση θέσεων.: [1293, 204, 1716, 265]
contract-duration: Οκτώ (8) μήνες, με δυνατότητα έως δύο (2) ισόχρονων ανανεώσεων: [297, 412, 382, 520]
criteria-row: μονάδες 200 240 280 320 360 400 440 480 520 ... 760: [877, 942, 1262, 954]
contract-duration: Οκτώ (8) μήνες, με δυνατότητα έως δύο (2) ισόχρονων ανανεώσεων: [726, 246, 814, 359]
service-cell: [59, 1061, 144, 1169]
signature-authority: ΜΕ ΕΝΤΟΛΗ ΥΠΟΥΡΓΟΥ: [1864, 295, 2005, 309]
contract-duration: Οκτώ (8) μήνες, με δυνατότητα έως δύο (2) ισόχρονων ανανεώσεων: [297, 520, 382, 629]
attention-label: ΠΡΟΣΟΧΗ:: [863, 204, 927, 219]
criteria-row: 10. ΔΕΥΤΕΡΟΣ ΤΙΤΛΟΣ ΣΠΟΥΔΩΝ: [877, 1103, 1262, 1115]
municipality-2-label: 4. των Δήμων:: [1293, 65, 1371, 79]
service-name: ΥΠΗΡΕΣΙΑ ΠΟΛΙΤΙΚΗΣ ΑΕΡΟΠΟΡΙΑΣ: [489, 24, 552, 58]
position-code: 110: [16, 1386, 59, 1494]
proof-p2: Για την απόδειξη της εμπειρίας αυτής βλέπε Ιδιαιτερότητα σελίδες 46-55 του Παραρτήματος Ανακοινώσεων Συμβάσεων Εργασίας Ορισμένου Χρόνου (ΣΟΧ) - ΚΕΦΑΛΑΙΟ Ι., ΕΝΟΤΗΤΑ 14 ΕΜΠΕΙΡΙΑ.: [1293, 345, 1716, 390]
contract-duration: Οκτώ (8) μήνες, με δυνατότητα έως δύο (2) ισόχρονων ανανεώσεων: [297, 1169, 382, 1278]
locality-intro: Προτάσσονται των λοιπών υποψηφίων που ανήκουν στον ίδιο πίνακα προσόντων, ανεξάρτητα από το σύνολο των μονάδων που συγκεντρώνουν, οι μόνιμοι κάτοικοι:: [863, 1422, 1284, 1467]
locality-list-cont: [1293, 19, 1716, 34]
fallback-list: [863, 543, 1284, 635]
alt-b-a: α) Οποιοδήποτε πτυχίο ή δίπλωμα ή απολυτήριος τίτλος Επαγγελματικής Ειδικότητας, Εκπαίδευσης και Κατάρτισης επιπέδου 5 (Ι.Ε.Κ. ή Μεταλυκειακού Έτους - Τάξη Μαθητείας ΕΠΑ.Λ.) ή Επαγγελματικής Κατάρτισης επιπέδου μεταδευτεροβάθμιας επαγγελματικής εκπαίδευσης Ι.Ε.Κ. ή Επαγγελματικού Λυκείου (ΕΠΑ.Λ.) ή Επαγγελματικής Ειδικότητας, Εκπαίδευσης και Κατάρτισης επιπέδου 4 ΕΠΑ.Λ. ή Τεχνικού Επαγγελματικού Εκπαιδευτηρίου (Τ.Ε.Ε.) Β' κύκλου σπουδών ή Ενιαίου Πολυκλαδικού Λυκείου (Ε.Π.Λ.) ή Μέσης Τεχνικής Επαγγελματικής Σχολής Εργοδηγών (Ν.Δ. 580/1970) ή Γενικού Λυκείου ή Ενιαίου Λυκείου ή Λυκείου Γενικής Κατεύθυνσης ή άλλος ισότιμος τίτλος σχολικής μονάδας της ημεδαπής ή αλλοδαπής αναγνωρισμένος ως ισότιμος.: [434, 1496, 854, 1648]
experience-title: ΕΜΠΕΙΡΙΑ: [1293, 158, 1352, 172]
airport-name: Κρατικός Αερολιμένας Πάρου: [492, 546, 549, 579]
number-of-persons: 1: [382, 1494, 424, 1602]
number-of-persons: 2: [382, 737, 424, 845]
service-directorate: (Γενική Διεύθυνση Διοικητικής Υποστήριξης): [63, 1639, 139, 1673]
position-code: 101: [16, 412, 59, 520]
specialty: ΔΕ Οδηγών/ Ειδ. ΔΕ Οδηγών: [663, 246, 726, 359]
issuer-line-3: ΥΠΗΡΕΣΙΑ ΠΟΛΙΤΙΚΗΣ ΑΕΡΟΠΟΡΙΑΣ: [15, 50, 225, 65]
place-of-work: Ικαρία (Δήμος Ικαρίας) Περιφερειακή Ενότητα Ικαρίας: [143, 1169, 236, 1278]
submission-title: Υποβολή αιτήσεων συμμετοχής: [1293, 562, 1476, 577]
number-of-persons: 4: [382, 1386, 424, 1494]
hiring-p2: Οι υποψήφιοι πρέπει να μην έχουνκωλύματα πρόσληψης, ούτε κατά το χρόνο λήξης της προθεσμίας υποβολής των αιτήσεων, ούτε κατά το χρόνο της πρόσληψης, σύμφωνα με τις ισχύουσες διατάξεις, ήτοι άρθρα 8 και 9 του Ν. 3528/2007, όπως τροποποιήθηκαν με τα άρθρα 3 και 4 αντίστοιχα του Ν. 5225/2025 και ισχύουν και άρθρο 17 του Ν. 3584/2007, όπως τροποποιήθηκε το άρθρο 50 του Ν. 5225/2025 και ισχύει και άρθρο 169 του Ν. 3584/2007, με την επιφύλαξη της παρ. 5 του άρθρου 5 του Ν. 2207/1994 και της παρ. 3 του άρθρου 169 του Ν. 3584/2007.: [1293, 1177, 1716, 1299]
specialty: ΔΕ Οδηγών/ Ειδ. ΔΕ Οδηγών: [237, 629, 298, 737]
place-of-work: Κάσος (Δήμος Ηρωικής Νήσου Κάσου) Περιφερειακή Ενότητα Καρπάθου– Ηρωικής Νήσου Κάσου: [143, 520, 236, 629]
experience-subtitle: ΒΑΘΜΟΛΟΓΟΥΜΕΝΗ ΕΜΠΕΙΡΙΑ ΥΠΟΨΗΦΙΩΝ ΚΑΤΗΓΟΡΙΑΣ ΔΕΥΤΕΡΟΒΑΘΜΙΑΣ (ΔΕ) ΕΚΠΑΙΔΕΥΣΗΣ: [1293, 173, 1716, 203]
position-code: 111: [16, 1494, 59, 1602]
service-name: ΥΠΗΡΕΣΙΑ ΠΟΛΙΤΙΚΗΣ ΑΕΡΟΠΟΡΙΑΣ: [70, 1496, 132, 1531]
service-cell: [475, 586, 566, 699]
locality-item: • Ικαρίας (κωδ. θέσεων: 108),: [863, 1683, 1284, 1698]
service-name: ΥΠΗΡΕΣΙΑ ΠΟΛΙΤΙΚΗΣ ΑΕΡΟΠΟΡΙΑΣ: [70, 415, 132, 449]
service-directorate: (Γενική Διεύθυνση Διοικητικής Υποστήριξης): [63, 557, 139, 591]
service-cell: [59, 1494, 144, 1602]
locality-item: • Καρπάθου (κωδ. θέσεων: 116),: [863, 1592, 1284, 1607]
service-cell: [59, 412, 144, 520]
place-of-work: Αστυπάλαια (Δήμος Αστυπάλαιας) Περιφερειακή Ενότητα Καλύμνου: [143, 1061, 236, 1169]
issuer-header: [15, 19, 424, 66]
airport-name: Κρατικός Αερολιμένας Χίου: [480, 211, 561, 234]
criteria-row: 4. ΜΟΝΟΓΟΝΕΑΣ ΚΑΙ ΤΕΚΝΟ ΜΟΝΟΓΟΝΕΪΚΗΣ ΟΙΚΟΓΕΝΕΙΑΣ (50 μονάδες): [877, 1011, 1262, 1023]
closing-p1: του ν.1599/1986 στην οποία να δηλώνουν ότι από την ημερομηνία υποβολής της αίτησης συμμετοχής τους στη διαδικασία έως και την ημερομηνία πρόσληψης δεν έχουν απασχοληθεί ή έχουν απασχοληθεί (δηλώνεται το χρονικό διάστημα και ο φορέας απασχόλησης) με σύμβαση εργασίας ορισμένου χρόνου για την αντιμετώπιση εποχικών ή άλλων περιοδικών ή πρόσκαιρων αναγκών σε φορέα του δημόσιου ή ευρύτερου δημόσιου τομέα της παρ. 1 του άρθρου 2 του Ν. 4765/2021. Σε περίπτωση μη υποβολής της ανωτέρω υπεύθυνης δήλωσης, η σχετική απόφαση πρόσληψης ανακαλείται. Εάν η δήλωση είναι ψευδής ή ανακριβής, η σύμβαση εργασίας είναι αυτοδικαίως άκυρη και η πρόσληψη ανακαλείται υποχρεωτικά. Στις ανωτέρω περιπτώσεις, οι επιλεγέντες ή προσληφθέντες υποψήφιοι αντικαθίστανται με άλλους από τους εγγεγραμμένους και διαθέσιμους στον πίνακα της οικείας ειδικότητας, κατά τη σειρά εγγραφής τους σε αυτόν.: [1725, 19, 2144, 215]
table-row: [16, 629, 424, 737]
service-name: ΥΠΗΡΕΣΙΑ ΠΟΛΙΤΙΚΗΣ ΑΕΡΟΠΟΡΙΑΣ: [70, 1388, 132, 1422]
main-qualification-c: γ) Πιστοποιητικό Επαγγελματικής Ικανότητας (ΠΕΙ) Γ΄ ή C κατηγορίας.: [434, 1109, 808, 1123]
locality-item: • Σύρου (κωδ. θέσεων: 106),: [863, 1668, 1284, 1683]
criteria-row: μονάδες 7 14 21 28 35 42 49 56 63 70 ... 588: [877, 1161, 1262, 1173]
protocol-number: ΑΡ.ΠΡΩΤ.: Κ.Γ./Δ9/Α 20182: [278, 92, 424, 106]
note-disability: ΣΗΜΕΙΩΣΗ: Οι υποψήφιοι ΔΕ οδηγών δεν βαθμολογούνται για το ανωτέρω υπ' αριθμ. 12 κριτήριο, καθόσον σύμφωνα με την παρ. 3 του άρθρου 39 Ν. 4765/2021 εμπίπτουν στις εξαιρέσεις της παρ. 2 του άρθρου 6 του ίδιου ως άνω νόμου.: [863, 1344, 1284, 1404]
service-cell: [59, 1169, 144, 1278]
table-row: [16, 1386, 424, 1494]
service-cell: [59, 1278, 144, 1386]
closing-p2: Τα απαιτούμενα προσόντα, τα δικαιολογητικά, τα κριτήρια κατάταξης, η διαδικασία πρόσληψης και η υποβολή ενστάσεων αναφέρονται στο πλήρες κείμενο της υπ' αριθμ. ΣΟΧ 1/2025 Ανακοίνωσης με αρ. πρωτ. ΚΓ/Δ9/Α/19622/22-9-2025 μετά του Παραρτήματος του ΑΣΕΠ με σήμανση έκδοσης «19-02-2025».: [1725, 217, 2144, 293]
place-of-work: Πάρος (Δήμος Πάρου) Περιφερειακή Ενότητα Πάρου: [566, 473, 663, 586]
specialty: ΔΕ Οδηγών/ Ειδ. ΔΕ Οδηγών: [237, 1061, 298, 1169]
supplementary-p5: Αυτονόητο είναι ότι οι υποψήφιοι πρέπει να προσκομίσουν οπωσδήποτε την απαιτούμενη από την ανακοίνωση άδεια οδήγησης.: [863, 404, 1284, 434]
airport-name: Κρατικός Αερολιμένας Καλύμνου: [72, 1565, 129, 1599]
